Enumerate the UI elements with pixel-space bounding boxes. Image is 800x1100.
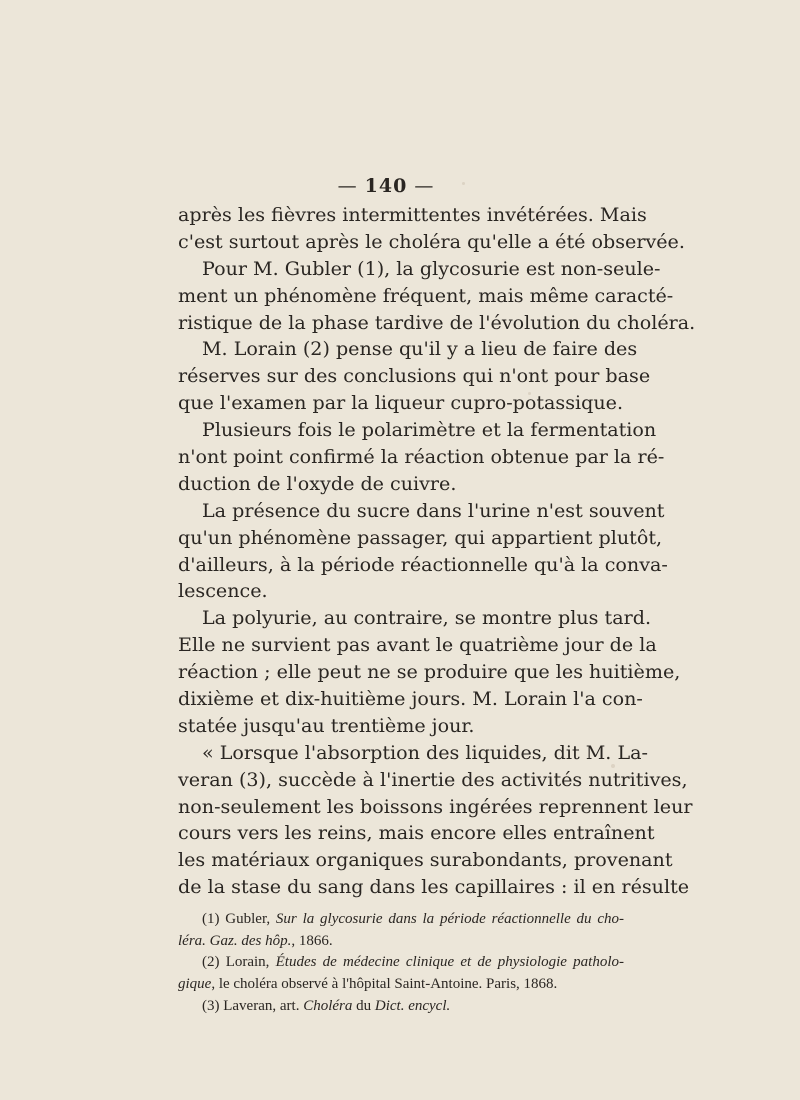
text-line: La présence du sucre dans l'urine n'est souvent bbox=[202, 498, 665, 522]
text-line: après les fièvres intermittentes invétérées. Mais bbox=[178, 203, 647, 226]
body-text bbox=[178, 202, 696, 901]
text-line: lescence. bbox=[178, 579, 268, 603]
page-number bbox=[148, 172, 624, 200]
text-line: Plusieurs fois le polarimètre et la fermentation bbox=[202, 418, 657, 442]
footnote-title: léra. Gaz. des hôp. bbox=[178, 932, 292, 949]
text-line: « Lorsque l'absorption des liquides, dit M. La- bbox=[202, 740, 648, 764]
text-line: Elle ne survient pas avant le quatrième jour de la bbox=[178, 633, 657, 657]
footnote-text: du bbox=[352, 997, 375, 1014]
text-line: statée jusqu'au trentième jour. bbox=[178, 713, 475, 737]
folio-number: 140 bbox=[364, 175, 408, 197]
text-line: ristique de la phase tardive de l'évolution du choléra. bbox=[178, 310, 696, 334]
text-line: La polyurie, au contraire, se montre plus tard. bbox=[202, 606, 652, 630]
text-line: non-seulement les boissons ingérées reprennent leur bbox=[178, 794, 693, 818]
footnote-2-line-2 bbox=[178, 974, 624, 996]
footnote-1-line-2 bbox=[178, 931, 624, 953]
text-line: Pour M. Gubler (1), la glycosurie est non-seule- bbox=[202, 256, 661, 280]
footnote-2-line-1 bbox=[178, 952, 624, 974]
text-line: c'est surtout après le choléra qu'elle a été observée. bbox=[178, 229, 685, 253]
text-line: n'ont point confirmé la réaction obtenue par la ré- bbox=[178, 445, 665, 469]
text-line: ment un phénomène fréquent, mais même caracté- bbox=[178, 283, 674, 307]
footnote-text: (1) Gubler, bbox=[202, 911, 276, 928]
footnote-text: (2) Lorain, bbox=[202, 954, 276, 971]
text-line: veran (3), succède à l'inertie des activités nutritives, bbox=[178, 767, 688, 791]
page-content bbox=[178, 172, 696, 1017]
footnote-title: Études de médecine clinique et de physiologie patholo- bbox=[275, 954, 624, 971]
text-line: réserves sur des conclusions qui n'ont pour base bbox=[178, 364, 651, 388]
footnote-title: Choléra bbox=[303, 997, 353, 1014]
footnotes bbox=[178, 909, 624, 1017]
text-line: que l'examen par la liqueur cupro-potassique. bbox=[178, 391, 624, 415]
footnote-text: , 1866. bbox=[291, 932, 333, 949]
text-line: M. Lorain (2) pense qu'il y a lieu de faire des bbox=[202, 337, 638, 361]
text-line: de la stase du sang dans les capillaires : il en résulte bbox=[178, 875, 690, 899]
footnote-text: , le choléra observé à l'hôpital Saint-Antoine. Paris, 1868. bbox=[211, 975, 558, 992]
footnote-text: (3) Laveran, art. bbox=[202, 997, 304, 1014]
folio-dash-left: — bbox=[337, 175, 358, 197]
text-line: duction de l'oxyde de cuivre. bbox=[178, 471, 457, 495]
footnote-title: Sur la glycosurie dans la période réactionnelle du cho- bbox=[275, 911, 625, 928]
text-line: réaction ; elle peut ne se produire que les huitième, bbox=[178, 660, 681, 684]
footnote-title: gique bbox=[178, 975, 212, 992]
footnote-title: Dict. encycl. bbox=[374, 997, 451, 1014]
text-line: dixième et dix-huitième jours. M. Lorain l'a con- bbox=[178, 687, 643, 711]
folio-dash-right: — bbox=[414, 175, 435, 197]
text-line: les matériaux organiques surabondants, provenant bbox=[178, 848, 673, 872]
text-line: d'ailleurs, à la période réactionnelle qu'à la conva- bbox=[178, 552, 668, 576]
footnote-1-line-1 bbox=[178, 909, 624, 931]
footnote-3-line-1 bbox=[178, 996, 624, 1018]
text-line: cours vers les reins, mais encore elles entraînent bbox=[178, 821, 655, 845]
text-line: qu'un phénomène passager, qui appartient plutôt, bbox=[178, 525, 663, 549]
